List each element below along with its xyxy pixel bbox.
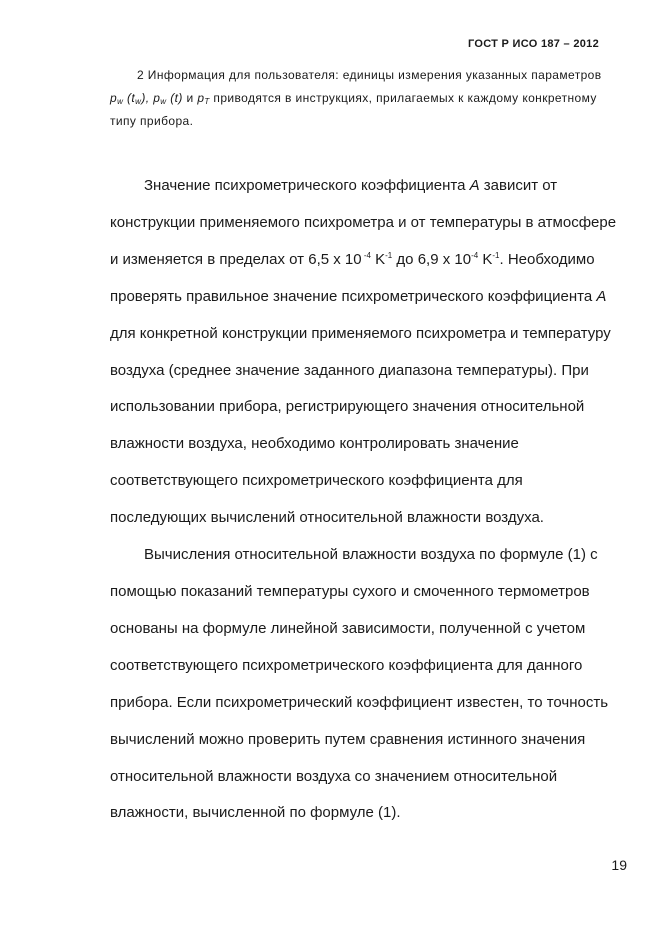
document-header bbox=[468, 38, 599, 50]
symbol-pt: $p_T$ bbox=[197, 91, 210, 106]
paragraph-calculation-method: Вычисления относительной влажности воздуха по формуле (1) с помощью показаний температуры сухого и смоченного термометров основаны на формуле линейной зависимости, полученной с учетом соответствующего психрометрического коэффициента для данного прибора. Если психрометрический коэффициент известен, то точность вычислений можно проверить путем сравнения истинного значения относительной влажности воздуха со значением относительной влажности, вычисленной по формуле (1). bbox=[110, 546, 609, 822]
note-line-1: 2 Информация для пользователя: единицы измерения указанных параметров bbox=[137, 68, 602, 82]
symbol-pw-t: $p_w$ (t) bbox=[153, 91, 183, 106]
note-line-3: типу прибора. bbox=[110, 114, 194, 128]
symbol-pw-tw: $p_w$ $(t_w)$, bbox=[110, 91, 150, 106]
page-number: 19 bbox=[611, 857, 627, 873]
user-information-note bbox=[110, 64, 628, 133]
note-line-2: $p_w$ $(t_w)$, $p_w$ (t) и $p_T$ приводятся в инструкциях, прилагаемых к каждому конкретному bbox=[110, 91, 597, 106]
standard-designation: ГОСТ Р ИСО 187 – 2012 bbox=[467, 38, 599, 50]
main-body-text bbox=[110, 168, 620, 832]
paragraph-psychrometric-coefficient: Значение психрометрического коэффициента A зависит от конструкции применяемого психрометра и от температуры в атмосфере и изменяется в пределах от 6,5 х 10 $^{-4}$ $K^{-1}$ до 6,9 х $10^{-4}$ $K^{-1}$. Необходимо проверять правильное значение психрометрического коэффициента A для конкретной конструкции применяемого психрометра и температуру воздуха (среднее значение заданного диапазона температуры). При использовании прибора, регистрирующего значения относительной влажности воздуха, необходимо контролировать значение соответствующего психрометрического коэффициента для последующих вычислений относительной влажности воздуха. bbox=[110, 177, 617, 527]
